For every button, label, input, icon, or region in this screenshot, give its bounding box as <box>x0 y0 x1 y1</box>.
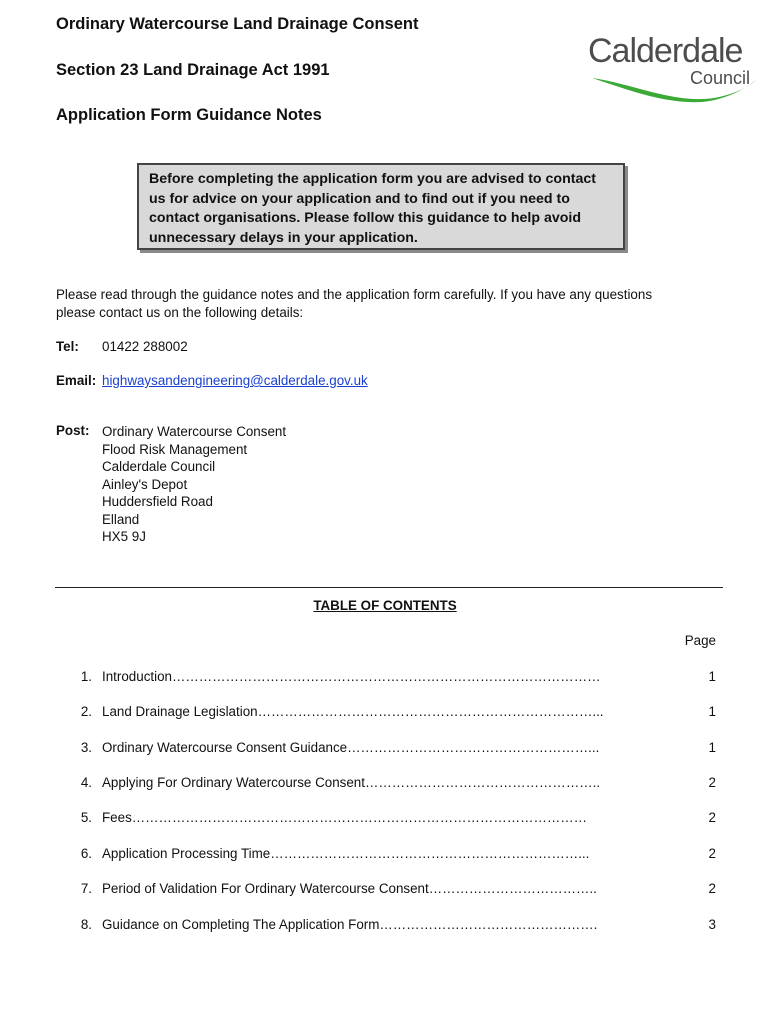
logo-sub: Council <box>690 68 751 88</box>
subtitle-heading: Application Form Guidance Notes <box>56 106 322 124</box>
calderdale-council-logo <box>584 28 764 108</box>
toc-number: 6. <box>80 846 92 861</box>
address-line: Ordinary Watercourse Consent <box>102 424 287 439</box>
toc-text: Applying For Ordinary Watercourse Consent…………………………………………….. <box>102 775 601 790</box>
toc-entry[interactable] <box>76 704 716 722</box>
document-title: Ordinary Watercourse Land Drainage Consent <box>56 15 419 33</box>
divider <box>55 587 723 588</box>
postal-address <box>102 423 286 546</box>
toc-title: TABLE OF CONTENTS <box>313 598 457 613</box>
toc-text: Ordinary Watercourse Consent Guidance………………………………………………... <box>102 740 600 755</box>
toc-text: Fees………………………………………………………………………………………… <box>102 810 588 825</box>
toc-number: 1. <box>80 669 92 684</box>
toc-page: 1 <box>708 704 716 719</box>
toc-page-header: Page <box>684 633 716 648</box>
intro-paragraph: Please read through the guidance notes and the application form carefully. If you have any questions please contact us on the following details: <box>56 287 653 320</box>
toc-page: 2 <box>708 881 716 896</box>
toc-page: 1 <box>708 669 716 684</box>
tel-value: 01422 288002 <box>102 339 188 354</box>
logo-name: Calderdale <box>588 32 743 70</box>
section-heading: Section 23 Land Drainage Act 1991 <box>56 61 330 79</box>
toc-entry[interactable] <box>76 740 716 758</box>
advice-notice-box: Before completing the application form you are advised to contact us for advice on your application and to find out if you need to contact organisations. Please follow this guidance to help avoid unnecessary delays in your application. <box>137 163 625 250</box>
toc-text: Period of Validation For Ordinary Watercourse Consent……………………………….. <box>102 881 597 896</box>
toc-entry[interactable] <box>76 669 716 687</box>
toc-entry[interactable] <box>76 810 716 828</box>
toc-entry[interactable] <box>76 775 716 793</box>
toc-page: 3 <box>708 917 716 932</box>
toc-entry[interactable] <box>76 846 716 864</box>
toc-text: Land Drainage Legislation…………………………………………………………………... <box>102 704 604 719</box>
email-label: Email: <box>56 373 97 388</box>
toc-entry[interactable] <box>76 917 716 935</box>
address-line: Huddersfield Road <box>102 494 213 509</box>
toc-text: Guidance on Completing The Application Form…………………………………………. <box>102 917 598 932</box>
toc-number: 3. <box>80 740 92 755</box>
toc-number: 8. <box>80 917 92 932</box>
toc-page: 2 <box>708 846 716 861</box>
address-line: Flood Risk Management <box>102 441 248 457</box>
toc-text: Introduction…………………………………………………………………………………… <box>102 669 601 684</box>
address-line: Elland <box>102 511 140 527</box>
address-line: Calderdale Council <box>102 459 216 474</box>
post-label: Post: <box>56 423 90 438</box>
toc-page: 2 <box>708 775 716 790</box>
address-line: HX5 9J <box>102 529 146 544</box>
toc-number: 2. <box>80 704 92 719</box>
toc-number: 4. <box>80 775 92 790</box>
tel-label: Tel: <box>56 339 79 354</box>
toc-page: 2 <box>708 810 716 825</box>
email-link[interactable]: highwaysandengineering@calderdale.gov.uk <box>102 373 368 388</box>
toc-entry[interactable] <box>76 881 716 899</box>
toc-text: Application Processing Time……………………………………………………………... <box>102 846 590 861</box>
toc-number: 7. <box>80 881 92 896</box>
address-line: Ainley's Depot <box>102 476 188 492</box>
toc-number: 5. <box>80 810 92 825</box>
toc-page: 1 <box>708 740 716 755</box>
